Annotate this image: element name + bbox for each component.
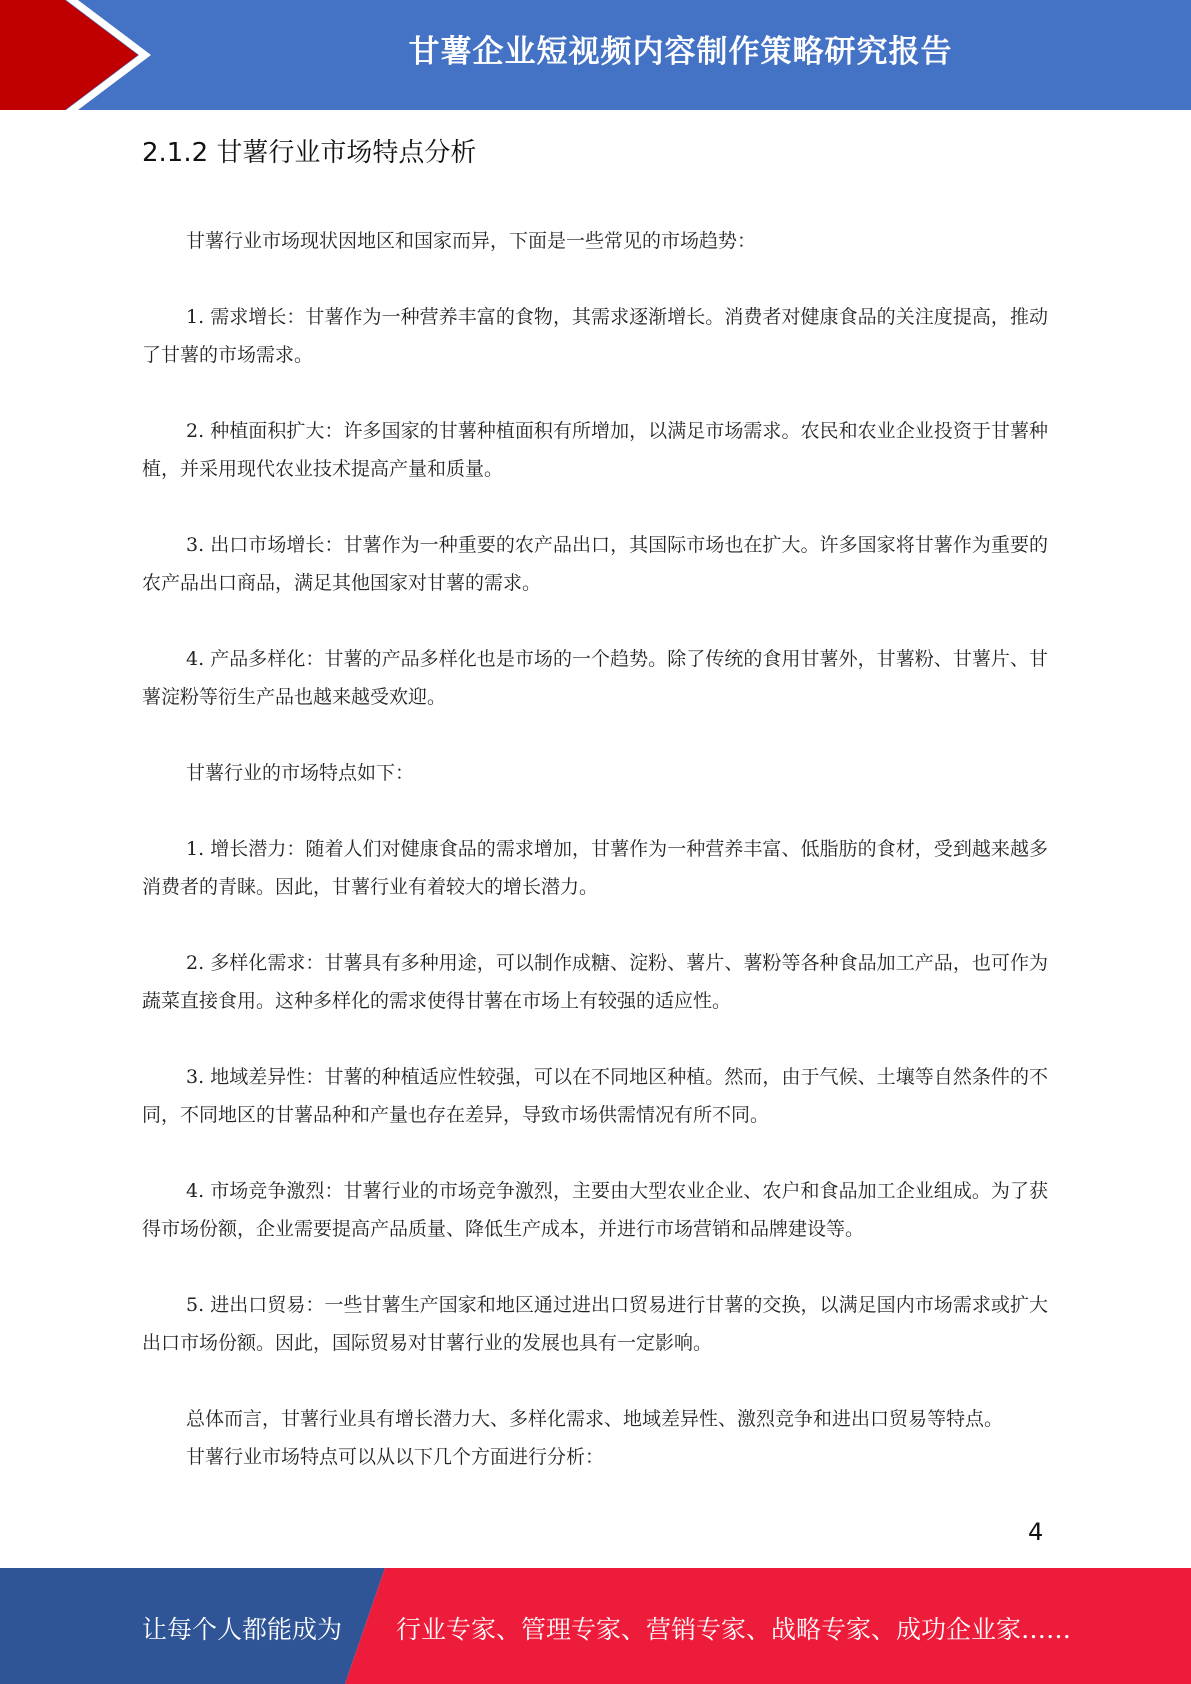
trend-item-4: 4. 产品多样化：甘薯的产品多样化也是市场的一个趋势。除了传统的食用甘薯外，甘薯粉、甘薯片、甘薯淀粉等衍生产品也越来越受欢迎。 [142, 648, 1048, 708]
footer-slogan-left: 让每个人都能成为 [142, 1615, 343, 1644]
document-title: 甘薯企业短视频内容制作策略研究报告 [408, 34, 953, 70]
page-number: 4 [1028, 1518, 1044, 1546]
feature-item-2: 2. 多样化需求：甘薯具有多种用途，可以制作成糖、淀粉、薯片、薯粉等各种食品加工产品，也可作为蔬菜直接食用。这种多样化的需求使得甘薯在市场上有较强的适应性。 [142, 952, 1048, 1012]
trend-item-2: 2. 种植面积扩大：许多国家的甘薯种植面积有所增加，以满足市场需求。农民和农业企业投资于甘薯种植，并采用现代农业技术提高产量和质量。 [142, 420, 1048, 480]
footer-slogan-right: 行业专家、管理专家、营销专家、战略专家、成功企业家…… [396, 1615, 1072, 1644]
trend-item-1: 1. 需求增长：甘薯作为一种营养丰富的食物，其需求逐渐增长。消费者对健康食品的关注度提高，推动了甘薯的市场需求。 [142, 306, 1048, 366]
trend-item-3: 3. 出口市场增长：甘薯作为一种重要的农产品出口，其国际市场也在扩大。许多国家将甘薯作为重要的农产品出口商品，满足其他国家对甘薯的需求。 [142, 534, 1048, 594]
analysis-intro: 甘薯行业市场特点可以从以下几个方面进行分析： [186, 1446, 605, 1468]
body-text [142, 222, 1048, 1476]
feature-item-4: 4. 市场竞争激烈：甘薯行业的市场竞争激烈，主要由大型农业企业、农户和食品加工企业组成。为了获得市场份额，企业需要提高产品质量、降低生产成本，并进行市场营销和品牌建设等。 [142, 1180, 1048, 1240]
feature-item-3: 3. 地域差异性：甘薯的种植适应性较强，可以在不同地区种植。然而，由于气候、土壤等自然条件的不同，不同地区的甘薯品种和产量也存在差异，导致市场供需情况有所不同。 [142, 1066, 1048, 1126]
summary-paragraph: 总体而言，甘薯行业具有增长潜力大、多样化需求、地域差异性、激烈竞争和进出口贸易等特点。 [186, 1408, 1004, 1430]
intro-paragraph: 甘薯行业市场现状因地区和国家而异，下面是一些常见的市场趋势： [186, 230, 757, 252]
page-footer [0, 1568, 1191, 1684]
section-heading: 2.1.2 甘薯行业市场特点分析 [142, 138, 477, 168]
page-header [0, 0, 1191, 110]
feature-item-5: 5. 进出口贸易：一些甘薯生产国家和地区通过进出口贸易进行甘薯的交换，以满足国内市场需求或扩大出口市场份额。因此，国际贸易对甘薯行业的发展也具有一定影响。 [142, 1294, 1048, 1354]
features-intro: 甘薯行业的市场特点如下： [186, 762, 415, 784]
feature-item-1: 1. 增长潜力：随着人们对健康食品的需求增加，甘薯作为一种营养丰富、低脂肪的食材，受到越来越多消费者的青睐。因此，甘薯行业有着较大的增长潜力。 [142, 838, 1048, 898]
